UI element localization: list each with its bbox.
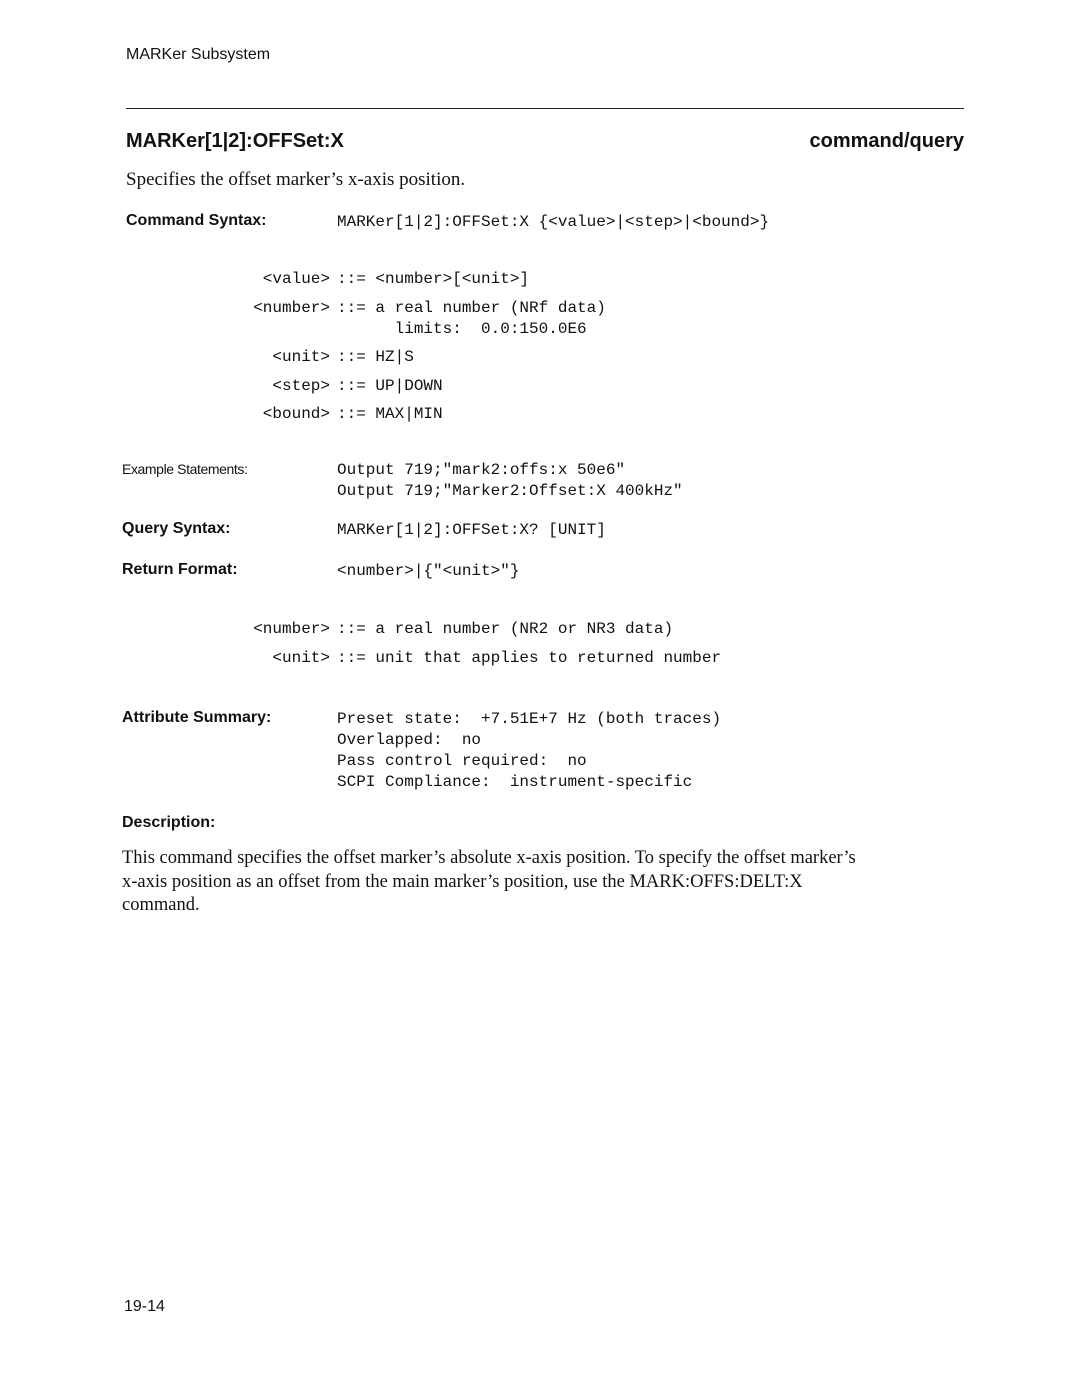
description-label: Description: — [122, 814, 216, 831]
command-title: MARKer[1|2]:OFFSet:X — [126, 130, 344, 152]
grammar-def: ::= <number>[<unit>] — [337, 270, 530, 288]
grammar-def: ::= a real number (NR2 or NR3 data) — [337, 620, 674, 638]
attribute-summary-label: Attribute Summary: — [122, 709, 272, 726]
attribute-line: Overlapped: no — [337, 731, 482, 749]
query-syntax: MARKer[1|2]:OFFSet:X? [UNIT] — [337, 521, 606, 539]
running-header: MARKer Subsystem — [126, 46, 271, 63]
return-format-label: Return Format: — [122, 561, 238, 578]
grammar-def: ::= HZ|S — [337, 348, 414, 366]
description-line: command. — [122, 895, 200, 915]
command-syntax-label: Command Syntax: — [126, 212, 267, 229]
grammar-term: <value> — [262, 270, 330, 288]
example-line-1: Output 719;"mark2:offs:x 50e6" — [337, 461, 626, 479]
page-number: 19-14 — [124, 1298, 165, 1315]
grammar-def: ::= MAX|MIN — [337, 405, 443, 423]
attribute-line: Preset state: +7.51E+7 Hz (both traces) — [337, 710, 722, 728]
grammar-def: limits: 0.0:150.0E6 — [337, 320, 587, 338]
grammar-term: <number> — [253, 299, 330, 317]
grammar-def: ::= unit that applies to returned number — [337, 649, 722, 667]
grammar-term: <step> — [272, 377, 330, 395]
attribute-line: Pass control required: no — [337, 752, 587, 770]
description-line: x-axis position as an offset from the main marker’s position, use the MARK:OFFS:DELT:X — [122, 872, 803, 892]
grammar-term: <unit> — [272, 348, 330, 366]
grammar-def: ::= a real number (NRf data) — [337, 299, 606, 317]
grammar-term: <unit> — [272, 649, 330, 667]
attribute-line: SCPI Compliance: instrument-specific — [337, 773, 693, 791]
example-statements-label: Example Statements: — [122, 461, 248, 477]
description-line: This command specifies the offset marker’s absolute x-axis position. To specify the offset marker’s — [122, 848, 856, 868]
grammar-term: <bound> — [262, 405, 330, 423]
header-rule — [126, 108, 964, 109]
return-format: <number>|{"<unit>"} — [337, 562, 520, 580]
command-type: command/query — [809, 130, 964, 152]
summary: Specifies the offset marker’s x-axis position. — [126, 169, 466, 190]
example-line-2: Output 719;"Marker2:Offset:X 400kHz" — [337, 482, 683, 500]
grammar-def: ::= UP|DOWN — [337, 377, 443, 395]
command-syntax: MARKer[1|2]:OFFSet:X {<value>|<step>|<bound>} — [337, 213, 770, 231]
query-syntax-label: Query Syntax: — [122, 520, 231, 537]
grammar-term: <number> — [253, 620, 330, 638]
